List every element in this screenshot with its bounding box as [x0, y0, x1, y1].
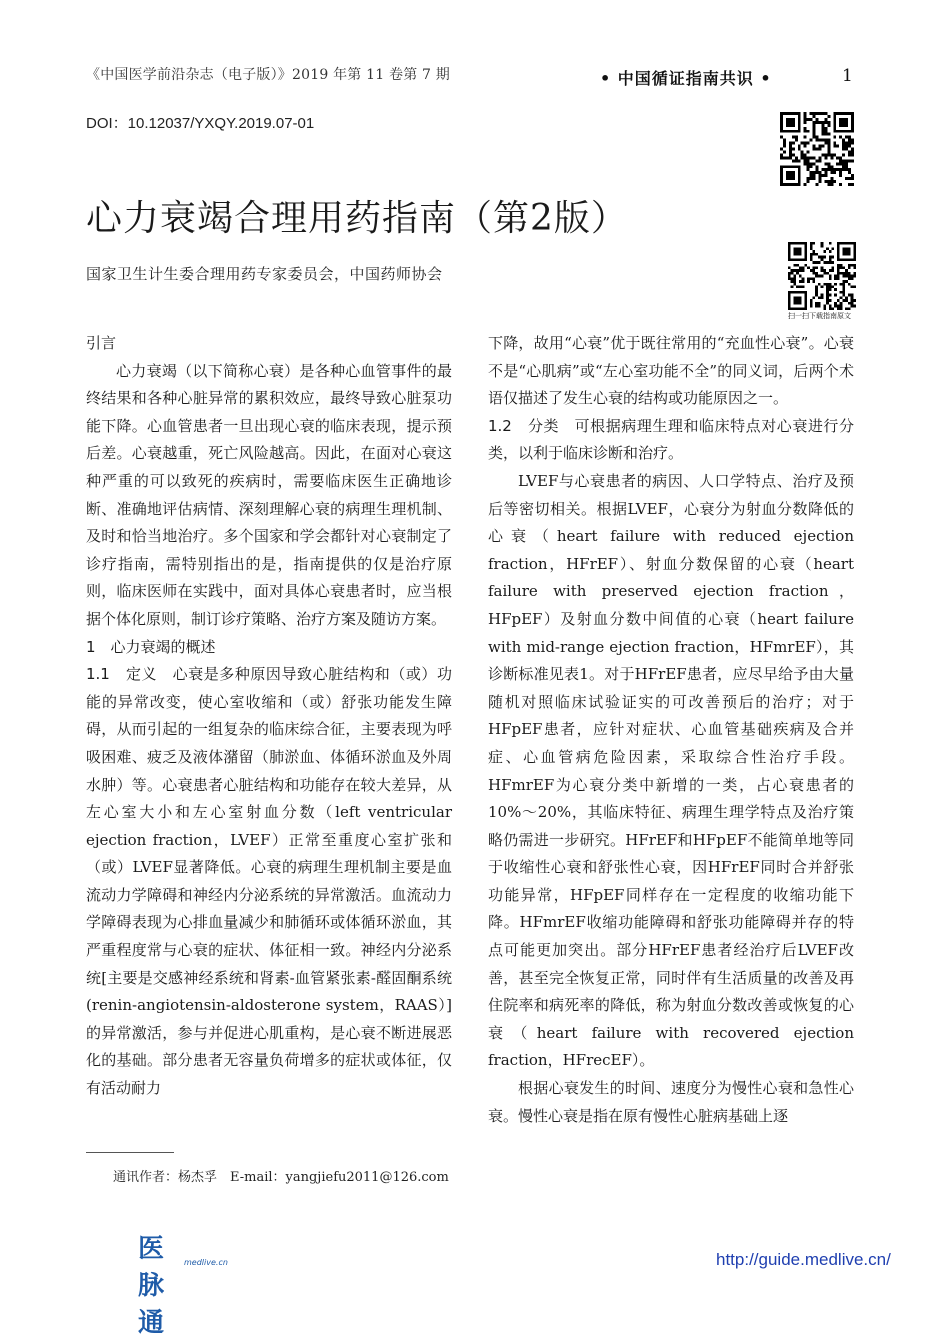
- guide-url-link[interactable]: http://guide.medlive.cn/: [716, 1250, 891, 1269]
- section-1-heading: 1 心力衰竭的概述: [86, 637, 216, 656]
- page-title: 心力衰竭合理用药指南（第2版）: [86, 198, 628, 239]
- qr-caption: 扫一扫下载指南原文: [788, 312, 851, 320]
- intro-heading: 引言: [86, 334, 117, 352]
- doi: DOI：10.12037/YXQY.2019.07-01: [86, 115, 315, 132]
- section-1-1-label: 1.1 定义: [86, 665, 158, 684]
- continued-paragraph: 下降，故用“心衰”优于既往常用的“充血性心衰”。心衰不是“心肌病”或“左心室功能不全”的同义词，后两个术语仅描述了发生心衰的结构或功能原因之一。: [488, 334, 854, 408]
- section-1-2-label: 1.2 分类: [488, 416, 560, 435]
- section-1-2-text: 可根据病理生理和临床特点对心衰进行分类，以利于临床诊断和治疗。: [488, 416, 854, 463]
- section-1-1-text: 心衰是多种原因导致心脏结构和（或）功能的异常改变，使心室收缩和（或）舒张功能发生障碍，从而引起的一组复杂的临床综合征，主要表现为呼吸困难、疲乏及液体潴留（肺淤血、体循环淤血及外周水肿）等。心衰患者心脏结构和功能存在较大差异，从左心室大小和左心室射血分数（left ventricular ejection fraction，LVEF）正常至重度心室扩张和（或）LVEF显著降低。心衰的病理生理机制主要是血流动力学障碍和神经内分泌系统的异常激活。血流动力学障碍表现为心排血量减少和肺循环或体循环淤血，其严重程度常与心衰的症状、体征相一致。神经内分泌系统[主要是交感神经系统和肾素-血管紧张素-醛固酮系统(renin-angiotensin-aldosterone system，RAAS）]的异常激活，参与并促进心肌重构，是心衰不断进展恶化的基础。部分患者无容量负荷增多的症状或体征，仅有活动耐力: [86, 665, 452, 1098]
- page-number: 1: [842, 66, 853, 86]
- section-1-2-paragraph: [488, 413, 854, 468]
- footnote-divider: [86, 1152, 174, 1153]
- qr-code-top: [780, 112, 854, 186]
- journal-header: 《中国医学前沿杂志（电子版）》2019 年第 11 卷第 7 期: [86, 67, 451, 83]
- corresponding-author-footnote: 通讯作者：杨杰孚 E-mail：yangjiefu2011@126.com: [113, 1170, 449, 1185]
- logo-text: 医脉通: [138, 1234, 164, 1338]
- authors: 国家卫生计生委合理用药专家委员会，中国药师协会: [86, 265, 443, 283]
- right-column: [488, 330, 854, 1130]
- column-header: • 中国循证指南共识 •: [600, 69, 772, 88]
- left-column: [86, 330, 452, 1103]
- section-1-1-paragraph: [86, 661, 452, 1103]
- logo-subtext: medlive.cn: [184, 1258, 228, 1267]
- qr-code-download: [788, 242, 856, 310]
- intro-paragraph: 心力衰竭（以下简称心衰）是各种心血管事件的最终结果和各种心脏异常的累积效应，最终导致心脏泵功能下降。心血管患者一旦出现心衰的临床表现，提示预后差。心衰越重，死亡风险越高。因此，在面对心衰这种严重的可以致死的疾病时，需要临床医生正确地诊断、准确地评估病情、深刻理解心衰的病理生理机制、及时和恰当地治疗。多个国家和学会都针对心衰制定了诊疗指南，需特别指出的是，指南提供的仅是治疗原则，临床医师在实践中，面对具体心衰患者时，应当根据个体化原则，制订诊疗策略、治疗方案及随访方案。: [86, 361, 452, 628]
- lvef-paragraph: LVEF与心衰患者的病因、人口学特点、治疗及预后等密切相关。根据LVEF，心衰分为射血分数降低的心衰（heart failure with reduced ejection fraction，HFrEF）、射血分数保留的心衰（heart failure with preserved ejection fraction，HFpEF）及射血分数中间值的心衰（heart failure with mid-range ejection fraction，HFmrEF），其诊断标准见表1。对于HFrEF患者，应尽早给予由大量随机对照临床试验证实的可改善预后的治疗；对于HFpEF患者，应针对症状、心血管基础疾病及合并症、心血管病危险因素，采取综合性治疗手段。HFmrEF为心衰分类中新增的一类，占心衰患者的10%～20%，其临床特征、病理生理学特点及治疗策略仍需进一步研究。HFrEF和HFpEF不能简单地等同于收缩性心衰和舒张性心衰，因HFrEF同时合并舒张功能异常，HFpEF同样存在一定程度的收缩功能下降。HFmrEF收缩功能障碍和舒张功能障碍并存的特点可能更加突出。部分HFrEF患者经治疗后LVEF改善，甚至完全恢复正常，同时伴有生活质量的改善及再住院率和病死率的降低，称为射血分数改善或恢复的心衰（heart failure with recovered ejection fraction，HFrecEF）。: [488, 471, 854, 1070]
- onset-paragraph: 根据心衰发生的时间、速度分为慢性心衰和急性心衰。慢性心衰是指在原有慢性心脏病基础上逐: [488, 1079, 854, 1125]
